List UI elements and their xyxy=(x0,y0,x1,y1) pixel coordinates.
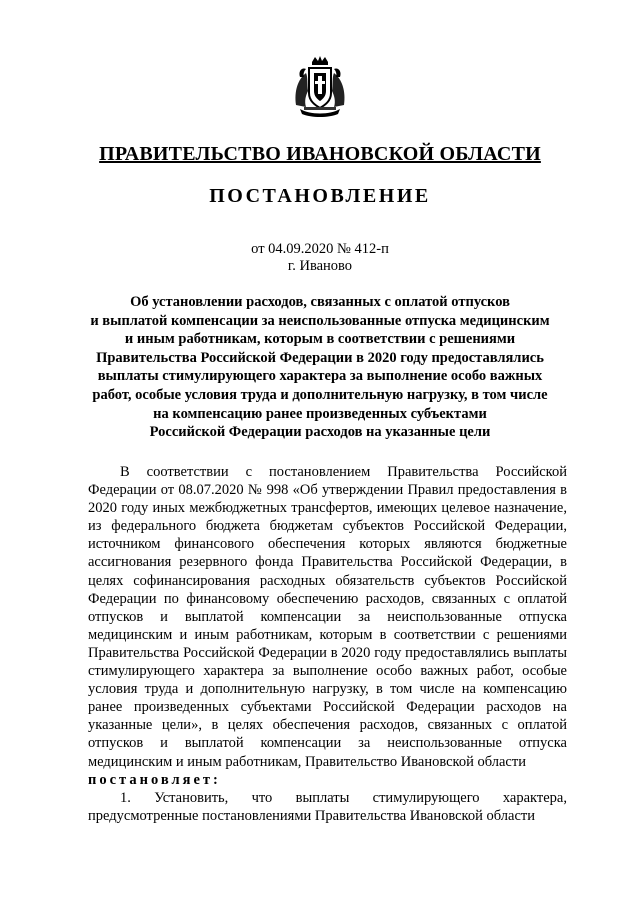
item-1-paragraph xyxy=(88,789,567,825)
subject-line: на компенсацию ранее произведенных субъектами xyxy=(153,405,487,422)
document-subject xyxy=(80,293,560,442)
decree-line xyxy=(88,771,567,789)
document-body xyxy=(88,463,567,825)
decree-word: постановляет xyxy=(88,771,214,788)
preamble-paragraph xyxy=(88,463,567,771)
government-title: ПРАВИТЕЛЬСТВО ИВАНОВСКОЙ ОБЛАСТИ xyxy=(99,143,541,165)
subject-line: и выплатой компенсации за неиспользованные отпуска медицинским xyxy=(90,312,550,329)
subject-line: работ, особые условия труда и дополнительную нагрузку, в том числе xyxy=(92,386,548,403)
coat-of-arms-icon xyxy=(292,55,348,119)
preamble-text: В соответствии с постановлением Правительства Российской Федерации от 08.07.2020 № 998 «Об утверждении Правил предоставления в 2020 году иных межбюджетных трансфертов, имеющих целевое назначение, из федерального бюджета бюджетам субъектов Российской Федерации, источником финансового обеспечения которых являются бюджетные ассигнования резервного фонда Правительства Российской Федерации, в целях софинансирования расходных обязательств субъектов Российской Федерации по финансовому обеспечению расходов, связанных с оплатой отпусков и выплатой компенсации за неиспользованные отпуска медицинским и иным работникам, которым в соответствии с решениями Правительства Российской Федерации в 2020 году предоставлялись выплаты стимулирующего характера за выполнение особо важных работ, особые условия труда и дополнительную нагрузку, в том числе на компенсацию ранее произведенных субъектами Российской Федерации расходов на указанные цели», в целях обеспечения расходов, связанных с оплатой отпусков и выплатой компенсации за неиспользованные отпуска медицинским и иным работникам, Правительство Ивановской области xyxy=(88,464,567,770)
document-type: ПОСТАНОВЛЕНИЕ xyxy=(209,185,431,207)
subject-line: Российской Федерации расходов на указанные цели xyxy=(149,424,491,441)
date-number: от 04.09.2020 № 412-п xyxy=(251,241,389,257)
subject-line: и иным работникам, которым в соответствии с решениями xyxy=(124,331,516,348)
document-meta xyxy=(0,241,640,275)
item-1-text: 1. Установить, что выплаты стимулирующего характера, предусмотренные постановлениями Правительства Ивановской области xyxy=(88,789,567,824)
subject-line: Об установлении расходов, связанных с оплатой отпусков xyxy=(130,294,510,310)
subject-line: выплаты стимулирующего характера за выполнение особо важных xyxy=(97,368,543,385)
decree-colon: : xyxy=(213,771,218,788)
subject-line: Правительства Российской Федерации в 2020 году предоставлялись xyxy=(96,349,544,366)
city: г. Иваново xyxy=(287,258,353,274)
